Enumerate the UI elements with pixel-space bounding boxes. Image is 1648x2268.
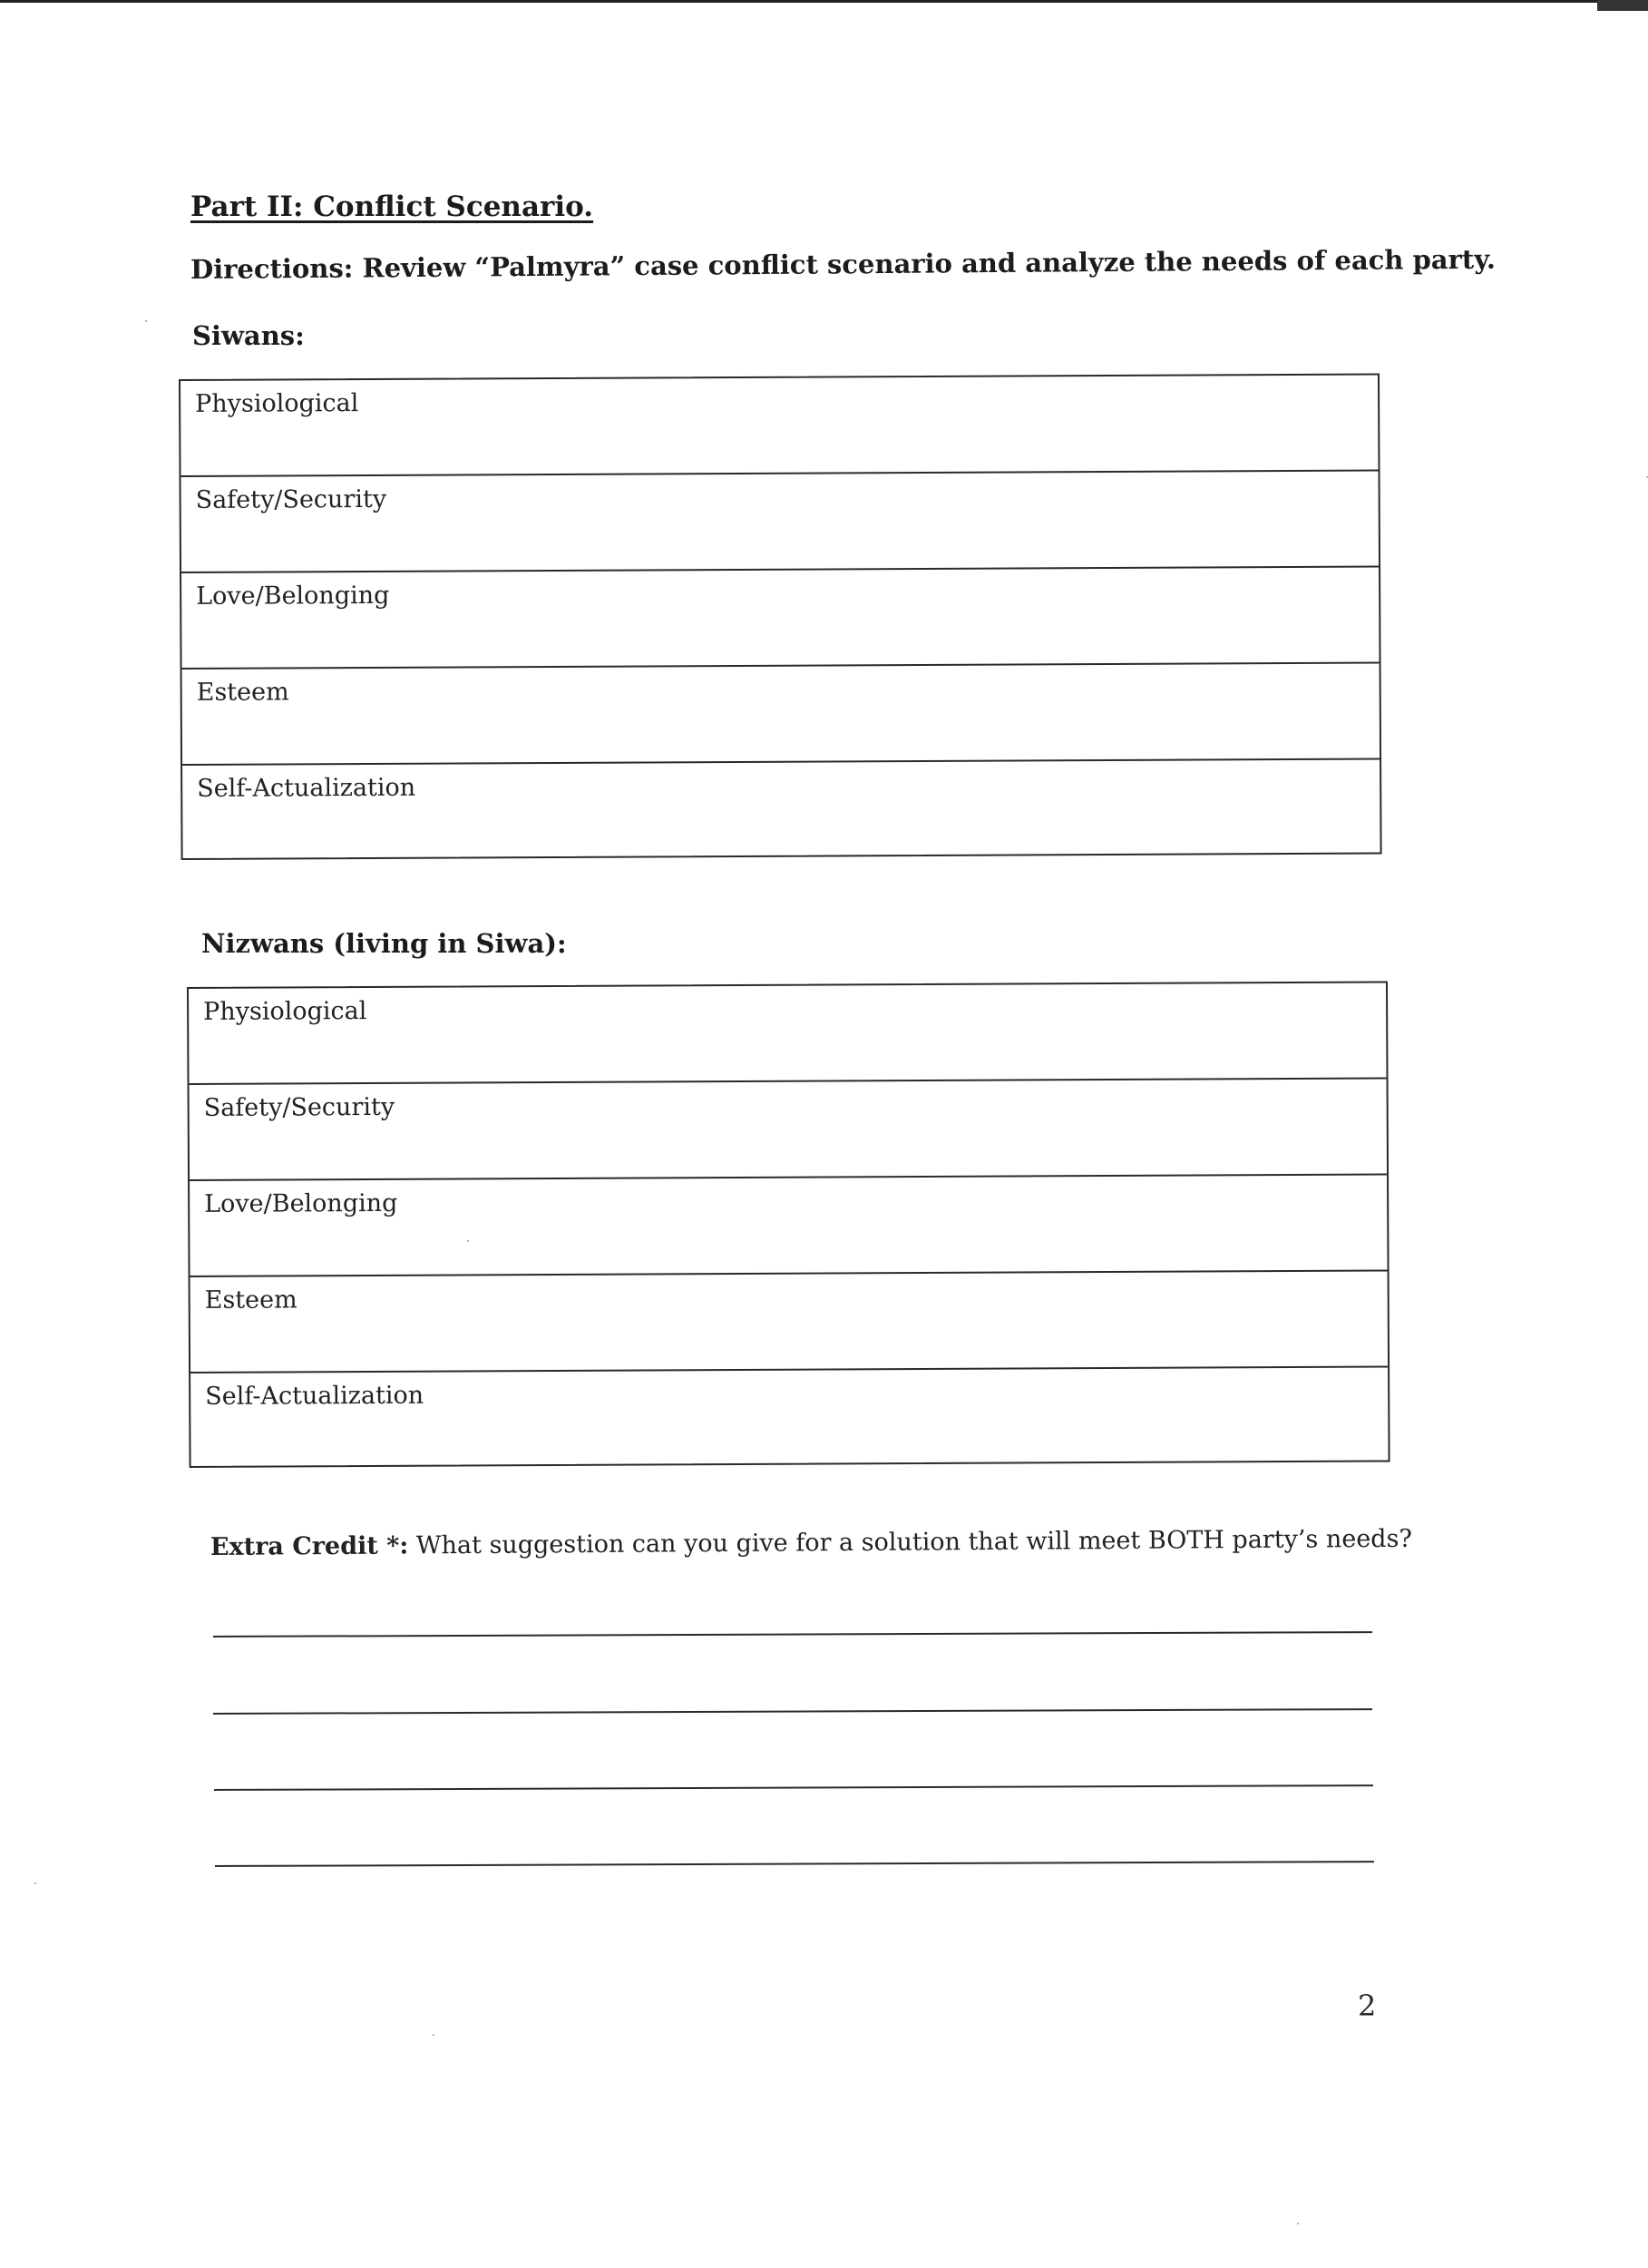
answer-line bbox=[213, 1708, 1372, 1715]
answer-line bbox=[214, 1784, 1373, 1791]
siwans-needs-table bbox=[179, 374, 1382, 860]
scan-speck bbox=[1297, 2223, 1299, 2224]
page-number: 2 bbox=[1358, 1989, 1377, 2023]
part-title: Part II: Conflict Scenario. bbox=[190, 191, 594, 223]
nizwans-self-actualization-row: Self-Actualization bbox=[205, 1381, 424, 1411]
scan-speck bbox=[433, 2034, 434, 2036]
answer-line bbox=[215, 1861, 1374, 1867]
extra-credit-question: What suggestion can you give for a solution that will meet BOTH party’s needs? bbox=[408, 1524, 1412, 1560]
nizwans-esteem-row: Esteem bbox=[190, 1272, 1389, 1374]
siwans-esteem-row: Esteem bbox=[182, 664, 1380, 766]
nizwans-love-row: Love/Belonging bbox=[190, 1176, 1388, 1277]
nizwans-needs-table bbox=[187, 982, 1390, 1468]
scan-speck bbox=[145, 320, 147, 322]
extra-credit-prompt bbox=[210, 1525, 1412, 1561]
scan-speck bbox=[34, 1882, 36, 1884]
scan-edge-mark bbox=[1597, 0, 1648, 11]
siwans-self-actualization-row: Self-Actualization bbox=[197, 773, 416, 803]
siwans-safety-row: Safety/Security bbox=[181, 472, 1380, 573]
nizwans-label: Nizwans (living in Siwa): bbox=[201, 928, 567, 959]
extra-credit-label: Extra Credit *: bbox=[210, 1531, 409, 1561]
siwans-label: Siwans: bbox=[192, 320, 305, 351]
scan-speck bbox=[467, 1240, 469, 1242]
nizwans-safety-row: Safety/Security bbox=[190, 1080, 1388, 1181]
answer-line bbox=[213, 1631, 1372, 1637]
nizwans-physiological-row: Physiological bbox=[189, 983, 1387, 1085]
scan-edge-top bbox=[0, 0, 1648, 3]
siwans-love-row: Love/Belonging bbox=[181, 568, 1380, 670]
directions-text: Directions: Review “Palmyra” case conflict scenario and analyze the needs of each party. bbox=[190, 243, 1497, 285]
siwans-physiological-row: Physiological bbox=[180, 376, 1379, 477]
